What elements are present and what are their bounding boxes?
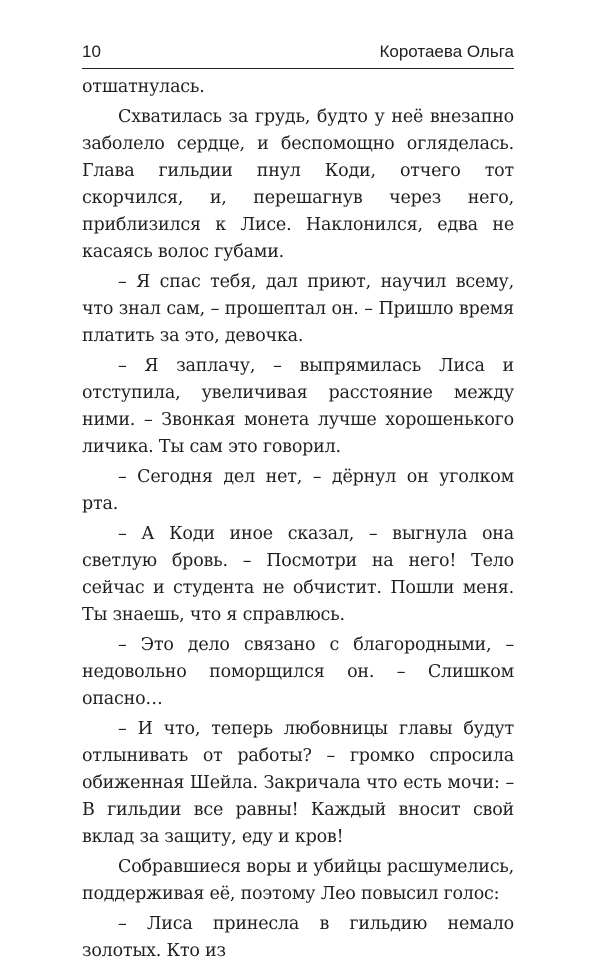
paragraph: – Я спас тебя, дал приют, научил всему, что знал сам, – прошептал он. – Пришло время платить за это, девочка.: [82, 272, 514, 346]
paragraph: – А Коди иное сказал, – выгнула она светлую бровь. – Посмотри на него! Тело сейчас и студента не обчистит. Пошли меня. Ты знаешь, что я справлюсь.: [82, 524, 514, 625]
page-number: 10: [82, 42, 101, 61]
paragraph: – И что, теперь любовницы главы будут отлынивать от работы? – громко спросила обиженная Шейла. Закричала что есть мочи: – В гильдии все равны! Каждый вносит свой вклад за защиту, еду и кров!: [82, 719, 514, 847]
page-header: [82, 40, 514, 66]
paragraph: – Лиса принесла в гильдию немало золотых. Кто из: [82, 914, 514, 961]
header-rule: [82, 68, 514, 69]
paragraph: Собравшиеся воры и убийцы расшумелись, поддерживая её, поэтому Лео повысил голос:: [82, 857, 514, 904]
paragraph: Схватилась за грудь, будто у неё внезапно заболело сердце, и беспомощно огляделась. Глава гильдии пнул Коди, отчего тот скорчился, и, перешагнув через него, приблизился к Лисе. Наклонился, едва не касаясь волос губами.: [82, 107, 514, 262]
paragraph: отшатнулась.: [82, 77, 205, 97]
paragraph: – Сегодня дел нет, – дёрнул он уголком рта.: [82, 467, 514, 514]
body-text: [82, 74, 514, 968]
running-head-author: Коротаева Ольга: [379, 42, 514, 61]
paragraph: – Я заплачу, – выпрямилась Лиса и отступила, увеличивая расстояние между ними. – Звонкая монета лучше хорошенького личика. Ты сам это говорил.: [82, 356, 514, 457]
paragraph: – Это дело связано с благородными, – недовольно поморщился он. – Слишком опасно…: [82, 635, 514, 709]
